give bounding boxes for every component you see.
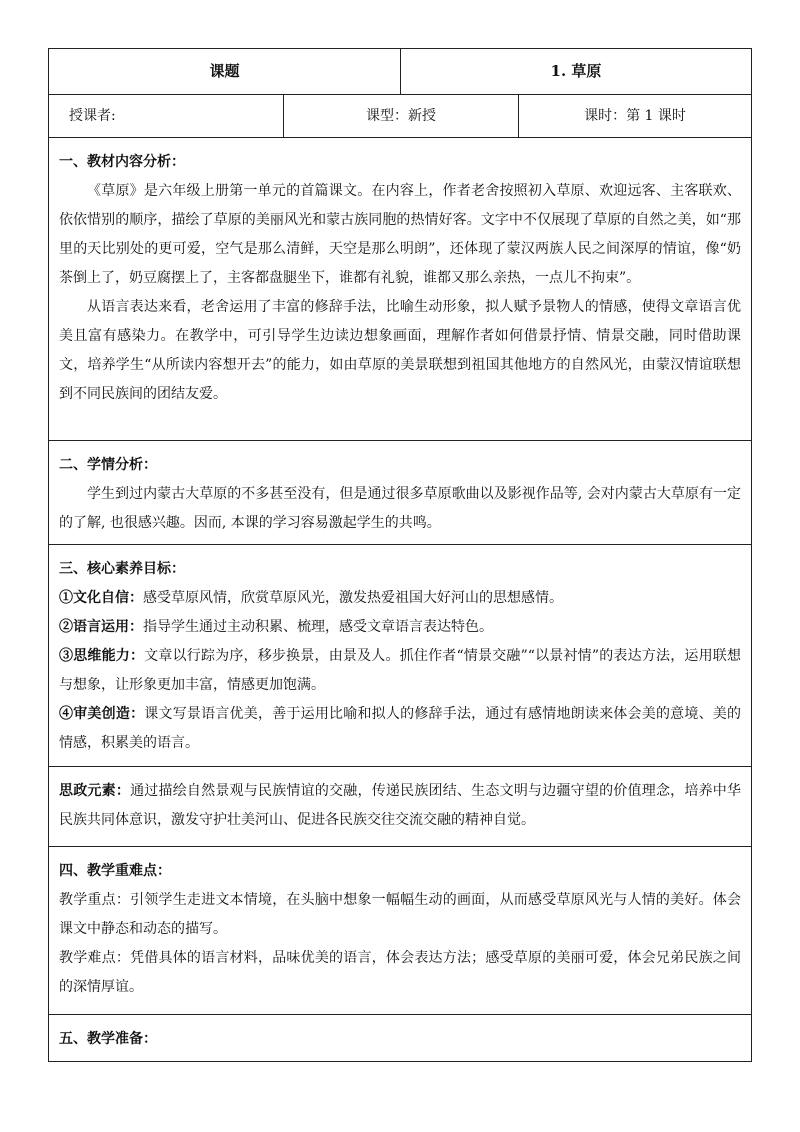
paragraph: 学生到过内蒙古大草原的不多甚至没有，但是通过很多草原歌曲以及影视作品等, 会对内蒙古大草原有一定的了解, 也很感兴趣。因而, 本课的学习容易激起学生的共鸣。 [59, 486, 741, 531]
goal-label: ②语言运用： [59, 619, 143, 635]
ideological-body: 通过描绘自然景观与民族情谊的交融，传递民族团结、生态文明与边疆守望的价值理念，培养中华民族共同体意识，激发守护壮美河山、促进各民族交往交流交融的精神自觉。 [59, 783, 742, 828]
section-title: 一、教材内容分析： [59, 154, 185, 170]
ideological-elements-section [49, 767, 751, 847]
goal-label: ①文化自信： [59, 590, 143, 606]
ideological-label: 思政元素： [59, 783, 131, 799]
title-row [49, 49, 751, 95]
goal-label: ④审美创造： [59, 706, 145, 722]
goal-item [59, 642, 741, 700]
goal-item [59, 613, 741, 642]
textbook-analysis-section [49, 138, 751, 441]
teaching-preparation-section [49, 1015, 751, 1061]
key-difficult-points-section [49, 847, 751, 1015]
difficult-point: 教学难点：凭借具体的语言材料，品味优美的语言，体会表达方法；感受草原的美丽可爱，体会兄弟民族之间的深情厚谊。 [59, 950, 741, 995]
lesson-hours-cell: 课时：第 1 课时 [584, 107, 686, 124]
paragraph: 《草原》是六年级上册第一单元的首篇课文。在内容上，作者老舍按照初入草原、欢迎远客、主客联欢、依依惜别的顺序，描绘了草原的美丽风光和蒙古族同胞的热情好客。文字中不仅展现了草原的自然之美，如“那里的天比别处的更可爱，空气是那么清鲜，天空是那么明朗”，还体现了蒙汉两族人民之间深厚的情谊，像“奶茶倒上了，奶豆腐摆上了，主客都盘腿坐下，谁都有礼貌，谁都又那么亲热，一点儿不拘束”。 [59, 183, 741, 286]
student-analysis-section [49, 441, 751, 545]
goal-label: ③思维能力： [59, 648, 145, 664]
goal-text: 课文写景语言优美，善于运用比喻和拟人的修辞手法，通过有感情地朗读来体会美的意境、美的情感，积累美的语言。 [59, 706, 742, 751]
topic-label: 课题 [49, 49, 401, 94]
section-title: 五、教学准备： [59, 1031, 157, 1047]
goal-text: 指导学生通过主动积累、梳理，感受文章语言表达特色。 [143, 619, 493, 635]
section-title: 三、核心素养目标： [59, 561, 185, 577]
meta-row [49, 95, 751, 138]
teacher-cell: 授课者: [49, 95, 284, 137]
lesson-type-cell: 课型：新授 [284, 95, 519, 137]
lesson-plan-table [48, 48, 752, 1062]
core-goals-section [49, 545, 751, 767]
goal-item [59, 584, 741, 613]
topic-value: 1. 草原 [550, 61, 602, 80]
key-point: 教学重点：引领学生走进文本情境，在头脑中想象一幅幅生动的画面，从而感受草原风光与人情的美好。体会课文中静态和动态的描写。 [59, 892, 741, 937]
goal-text: 文章以行踪为序，移步换景，由景及人。抓住作者“情景交融”“以景衬情”的表达方法，运用联想与想象，让形象更加丰富，情感更加饱满。 [59, 648, 741, 693]
goal-text: 感受草原风情，欣赏草原风光，激发热爱祖国大好河山的思想感情。 [143, 590, 563, 606]
section-title: 四、教学重难点： [59, 863, 171, 879]
goal-item [59, 700, 741, 758]
paragraph: 从语言表达来看，老舍运用了丰富的修辞手法，比喻生动形象，拟人赋予景物人的情感，使得文章语言优美且富有感染力。在教学中，可引导学生边读边想象画面，理解作者如何借景抒情、情景交融，同时借助课文，培养学生“从所读内容想开去”的能力，如由草原的美景联想到祖国其他地方的自然风光，由蒙汉情谊联想到不同民族间的团结友爱。 [59, 299, 741, 402]
ideological-text [59, 777, 741, 835]
section-title: 二、学情分析： [59, 457, 157, 473]
